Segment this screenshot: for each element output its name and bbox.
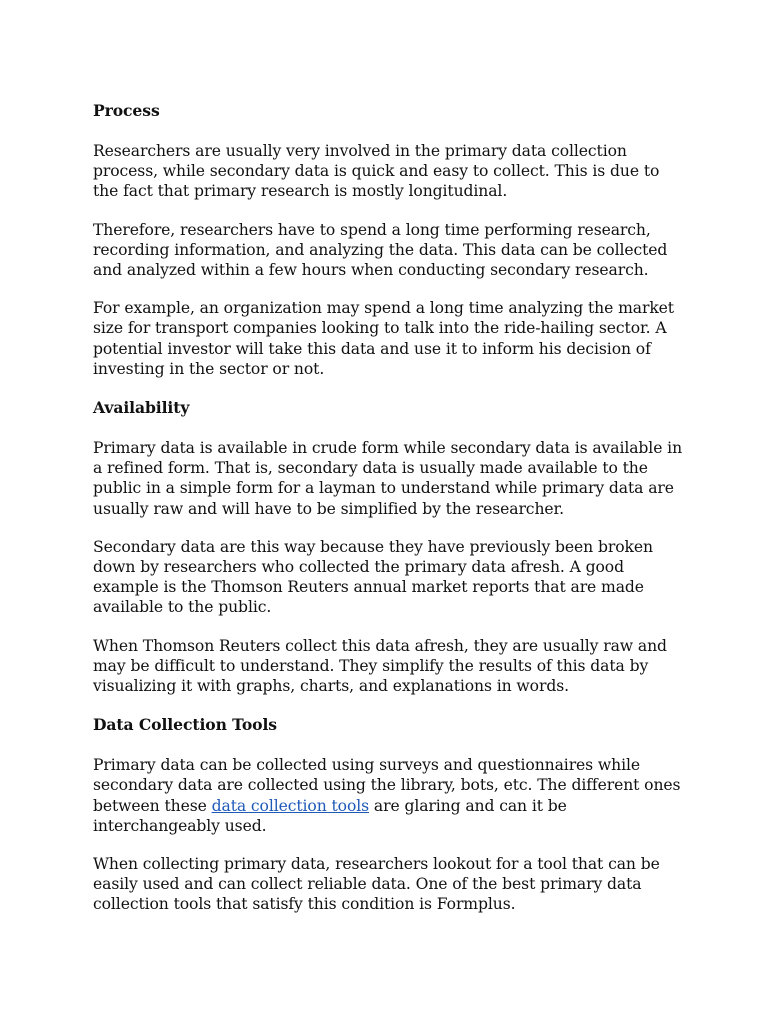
availability-paragraph-3: When Thomson Reuters collect this data afresh, they are usually raw and may be difficult to understand. They simplify the results of this data by visualizing it with graphs, charts, and explanations in words. bbox=[93, 636, 667, 696]
section-heading-data-collection-tools: Data Collection Tools bbox=[93, 715, 277, 735]
process-paragraph-3: For example, an organization may spend a long time analyzing the market size for transport companies looking to talk into the ride-hailing sector. A potential investor will take this data and use it to inform his decision of investing in the sector or not. bbox=[93, 299, 674, 378]
process-paragraph-2: Therefore, researchers have to spend a long time performing research, recording information, and analyzing the data. This data can be collected and analyzed within a few hours when conducting secondary research. bbox=[93, 220, 668, 280]
tools-paragraph-text-after: are glaring and can it be interchangeably used. bbox=[93, 796, 567, 835]
tools-paragraph-text-before: Primary data can be collected using surveys and questionnaires while secondary data are collected using the library, bots, etc. The different ones between these bbox=[93, 756, 681, 815]
section-heading-process: Process bbox=[93, 101, 160, 120]
tools-paragraph-2: When collecting primary data, researchers lookout for a tool that can be easily used and can collect reliable data. One of the best primary data collection tools that satisfy this condition is Formplus. bbox=[93, 855, 660, 914]
process-paragraph-1: Researchers are usually very involved in the primary data collection process, while secondary data is quick and easy to collect. This is due to the fact that primary research is mostly longitudinal. bbox=[93, 142, 660, 201]
data-collection-tools-link[interactable]: data collection tools bbox=[211, 796, 370, 815]
document-body bbox=[93, 100, 683, 933]
availability-paragraph-1: Primary data is available in crude form while secondary data is available in a refined form. That is, secondary data is usually made available to the public in a simple form for a layman to understand while primary data are usually raw and will have to be simplified by the researcher. bbox=[93, 439, 683, 518]
tools-paragraph-1 bbox=[93, 755, 683, 836]
availability-paragraph-2: Secondary data are this way because they have previously been broken down by researchers who collected the primary data afresh. A good example is the Thomson Reuters annual market reports that are made available to the public. bbox=[93, 537, 653, 617]
section-heading-availability: Availability bbox=[93, 398, 190, 418]
